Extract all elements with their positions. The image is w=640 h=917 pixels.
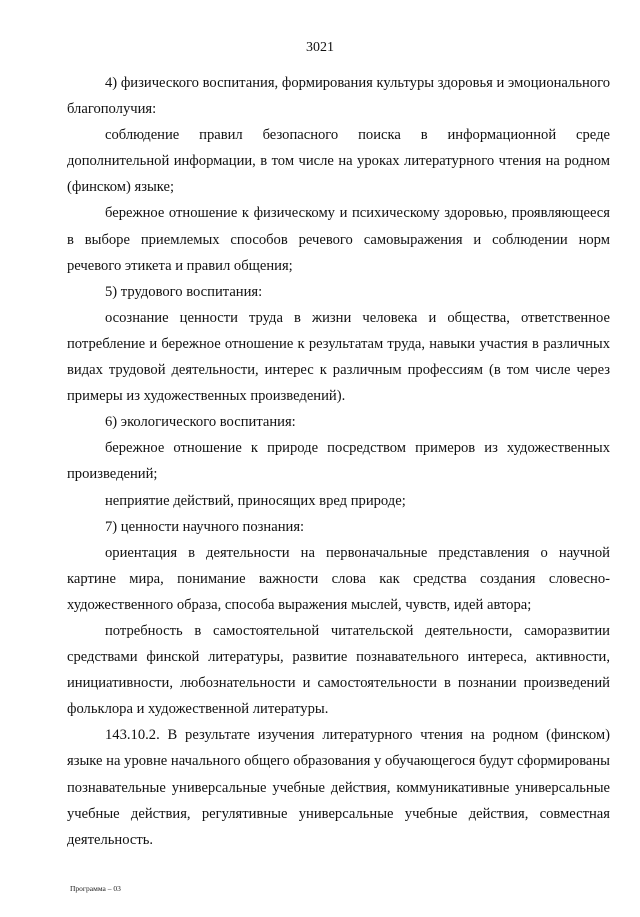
paragraph-physical-education-heading: 4) физического воспитания, формирования культуры здоровья и эмоционального благополучия: bbox=[67, 75, 610, 118]
paragraph-no-harm: неприятие действий, приносящих вред природе; bbox=[105, 492, 406, 509]
paragraph-reading-need: потребность в самостоятельной читательской деятельности, саморазвитии средствами финской литературы, развитие познавательного интереса, активности, инициативности, любознательности и самостоятельности в познании произведений фольклора и художественной литературы. bbox=[67, 622, 610, 718]
paragraph-labor-value: осознание ценности труда в жизни человека и общества, ответственное потребление и бережное отношение к результатам труда, навыки участия в различных видах трудовой деятельности, интерес к различным профессиям (в том числе через примеры из художественных произведений). bbox=[67, 309, 610, 405]
paragraph-section-143-10-2: 143.10.2. В результате изучения литературного чтения на родном (финском) языке на уровне начального общего образования у обучающегося будут сформированы познавательные универсальные учебные действия, коммуникативные универсальные учебные действия, регулятивные универсальные учебные действия, совместная деятельность. bbox=[67, 727, 610, 848]
page-number: 3021 bbox=[306, 40, 334, 55]
paragraph-nature-care: бережное отношение к природе посредством примеров из художественных произведений; bbox=[67, 440, 610, 483]
paragraph-science-heading: 7) ценности научного познания: bbox=[105, 518, 305, 535]
paragraph-science-orientation: ориентация в деятельности на первоначальные представления о научной картине мира, понимание важности слова как средства создания словесно-художественного образа, способа выражения мыслей, чувств, идей автора; bbox=[67, 544, 610, 613]
paragraph-health-care: бережное отношение к физическому и психическому здоровью, проявляющееся в выборе приемлемых способов речевого самовыражения и соблюдении норм речевого этикета и правил общения; bbox=[67, 205, 610, 274]
paragraph-labor-education-heading: 5) трудового воспитания: bbox=[105, 283, 263, 300]
document-body bbox=[67, 70, 610, 853]
paragraph-safe-search: соблюдение правил безопасного поиска в информационной среде дополнительной информации, в том числе на уроках литературного чтения на родном (финском) языке; bbox=[67, 127, 610, 196]
paragraph-ecology-heading: 6) экологического воспитания: bbox=[105, 414, 296, 431]
footer-label: Программа – 03 bbox=[70, 884, 121, 893]
